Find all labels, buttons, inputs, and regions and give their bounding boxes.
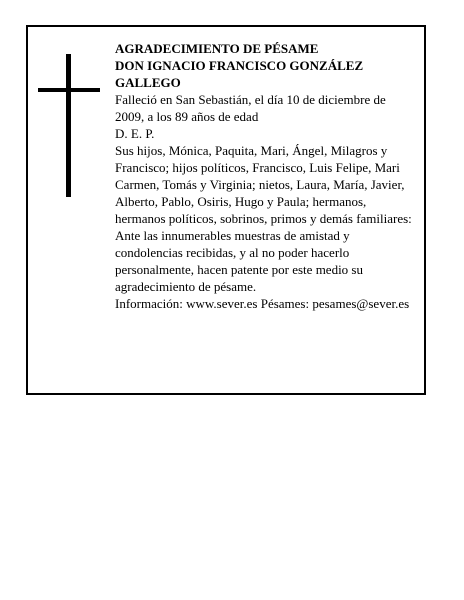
notice-text-block xyxy=(115,40,415,312)
deceased-name: DON IGNACIO FRANCISCO GONZÁLEZ GALLEGO xyxy=(115,58,364,90)
obituary-notice xyxy=(26,25,426,395)
dep-text: D. E. P. xyxy=(115,126,155,141)
notice-title: AGRADECIMIENTO DE PÉSAME xyxy=(115,41,319,56)
family-list: Sus hijos, Mónica, Paquita, Mari, Ángel, Milagros y Francisco; hijos políticos, Francisco, Luis Felipe, Mari Carmen, Tomás y Virginia; nietos, Laura, María, Javier, Alberto, Pablo, Osiris, Hugo y Paula; hermanos, hermanos políticos, sobrinos, primos y demás familiares: xyxy=(115,143,412,226)
gratitude-text: Ante las innumerables muestras de amistad y condolencias recibidas, y al no poder hacerlo personalmente, hacen patente por este medio su agradecimiento de pésame. xyxy=(115,228,363,294)
contact-info: Información: www.sever.es Pésames: pesames@sever.es xyxy=(115,296,410,311)
cross-horizontal-bar xyxy=(38,88,100,92)
death-info: Falleció en San Sebastián, el día 10 de diciembre de 2009, a los 89 años de edad xyxy=(115,92,386,124)
cross-vertical-bar xyxy=(66,54,71,197)
cross-icon xyxy=(38,54,100,197)
